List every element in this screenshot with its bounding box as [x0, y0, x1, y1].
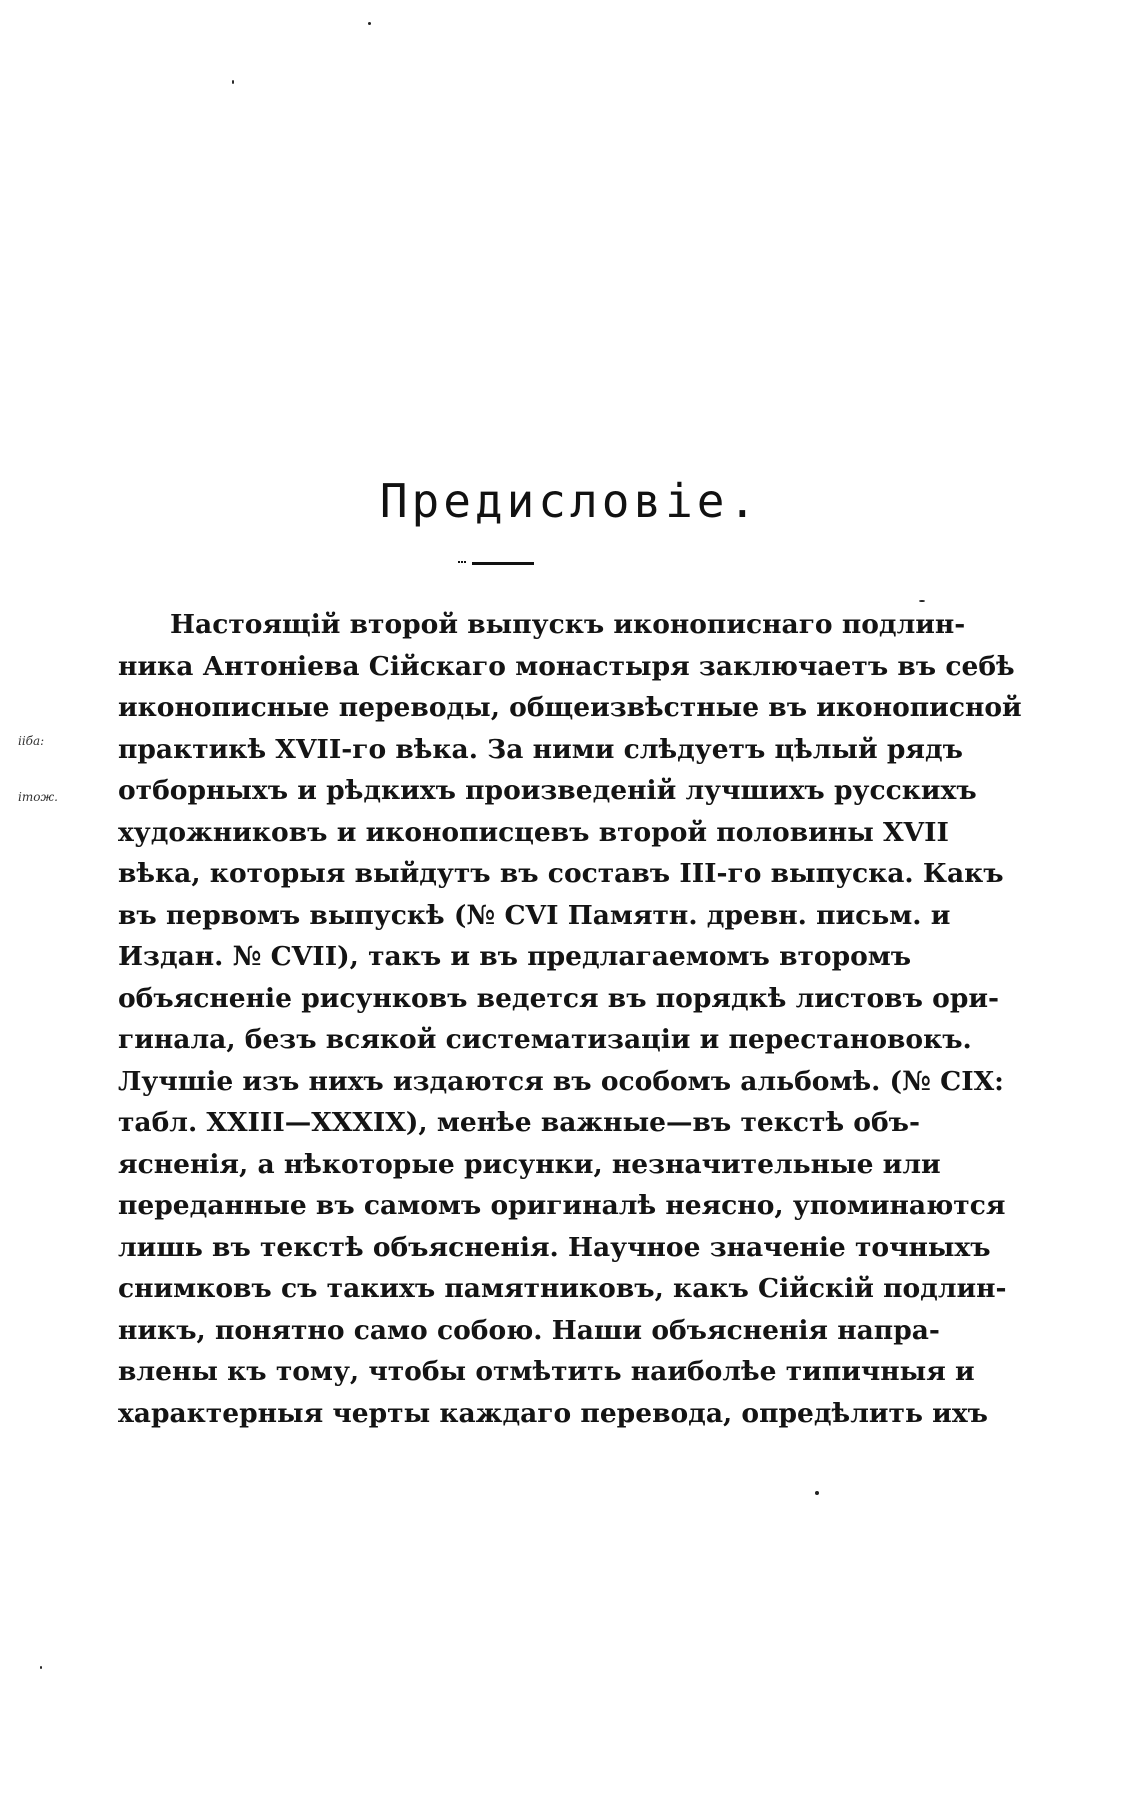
- text-line: практикѣ XVII-го вѣка. За ними слѣдуетъ цѣлый рядъ: [118, 733, 963, 765]
- text-line: характерныя черты каждаго перевода, опредѣлить ихъ: [118, 1397, 988, 1429]
- preface-paragraph: [118, 604, 1022, 1434]
- scan-speck: [368, 22, 371, 25]
- text-line: ясненія, а нѣкоторые рисунки, незначительные или: [118, 1148, 941, 1180]
- text-line: въ первомъ выпускѣ (№ CVI Памятн. древн. письм. и: [118, 899, 951, 931]
- text-line: влены къ тому, чтобы отмѣтить наиболѣе типичныя и: [118, 1356, 975, 1387]
- scan-speck: [40, 1666, 42, 1669]
- text-line: Лучшіе изъ нихъ издаются въ особомъ альбомѣ. (№ CIX:: [118, 1065, 1004, 1097]
- text-line: Настоящій второй выпускъ иконописнаго подлин-: [170, 609, 966, 640]
- margin-note: ііба:: [18, 734, 45, 748]
- text-line: никъ, понятно само собою. Наши объясненія напра-: [118, 1314, 940, 1346]
- text-line: вѣка, которыя выйдутъ въ составъ III-го выпуска. Какъ: [118, 858, 1004, 889]
- text-line: ника Антоніева Сійскаго монастыря заключаетъ въ себѣ: [118, 650, 1015, 682]
- scan-speck: [919, 600, 925, 602]
- text-line: художниковъ и иконописцевъ второй половины XVII: [118, 816, 949, 848]
- text-line: переданные въ самомъ оригиналѣ неясно, упоминаются: [118, 1190, 1006, 1221]
- title-rule-dots: [458, 561, 466, 565]
- title-rule: [472, 562, 534, 565]
- text-line: гинала, безъ всякой систематизаціи и перестановокъ.: [118, 1024, 972, 1055]
- text-line: лишь въ текстѣ объясненія. Научное значеніе точныхъ: [118, 1231, 991, 1263]
- margin-note: ітож.: [18, 790, 58, 804]
- text-line: табл. XXIII—XXXIX), менѣе важные—въ текстѣ объ-: [118, 1107, 920, 1138]
- page-title: Предисловіе.: [379, 474, 761, 528]
- text-line: отборныхъ и рѣдкихъ произведеній лучшихъ русскихъ: [118, 775, 977, 806]
- text-line: иконописные переводы, общеизвѣстные въ иконописной: [118, 692, 1022, 723]
- scan-speck: [232, 80, 234, 84]
- text-line: объясненіе рисунковъ ведется въ порядкѣ листовъ ори-: [118, 982, 1000, 1014]
- scan-speck: [815, 1491, 819, 1495]
- text-line: снимковъ съ такихъ памятниковъ, какъ Сійскій подлин-: [118, 1273, 1007, 1304]
- text-line: Издан. № CVII), такъ и въ предлагаемомъ второмъ: [118, 941, 912, 972]
